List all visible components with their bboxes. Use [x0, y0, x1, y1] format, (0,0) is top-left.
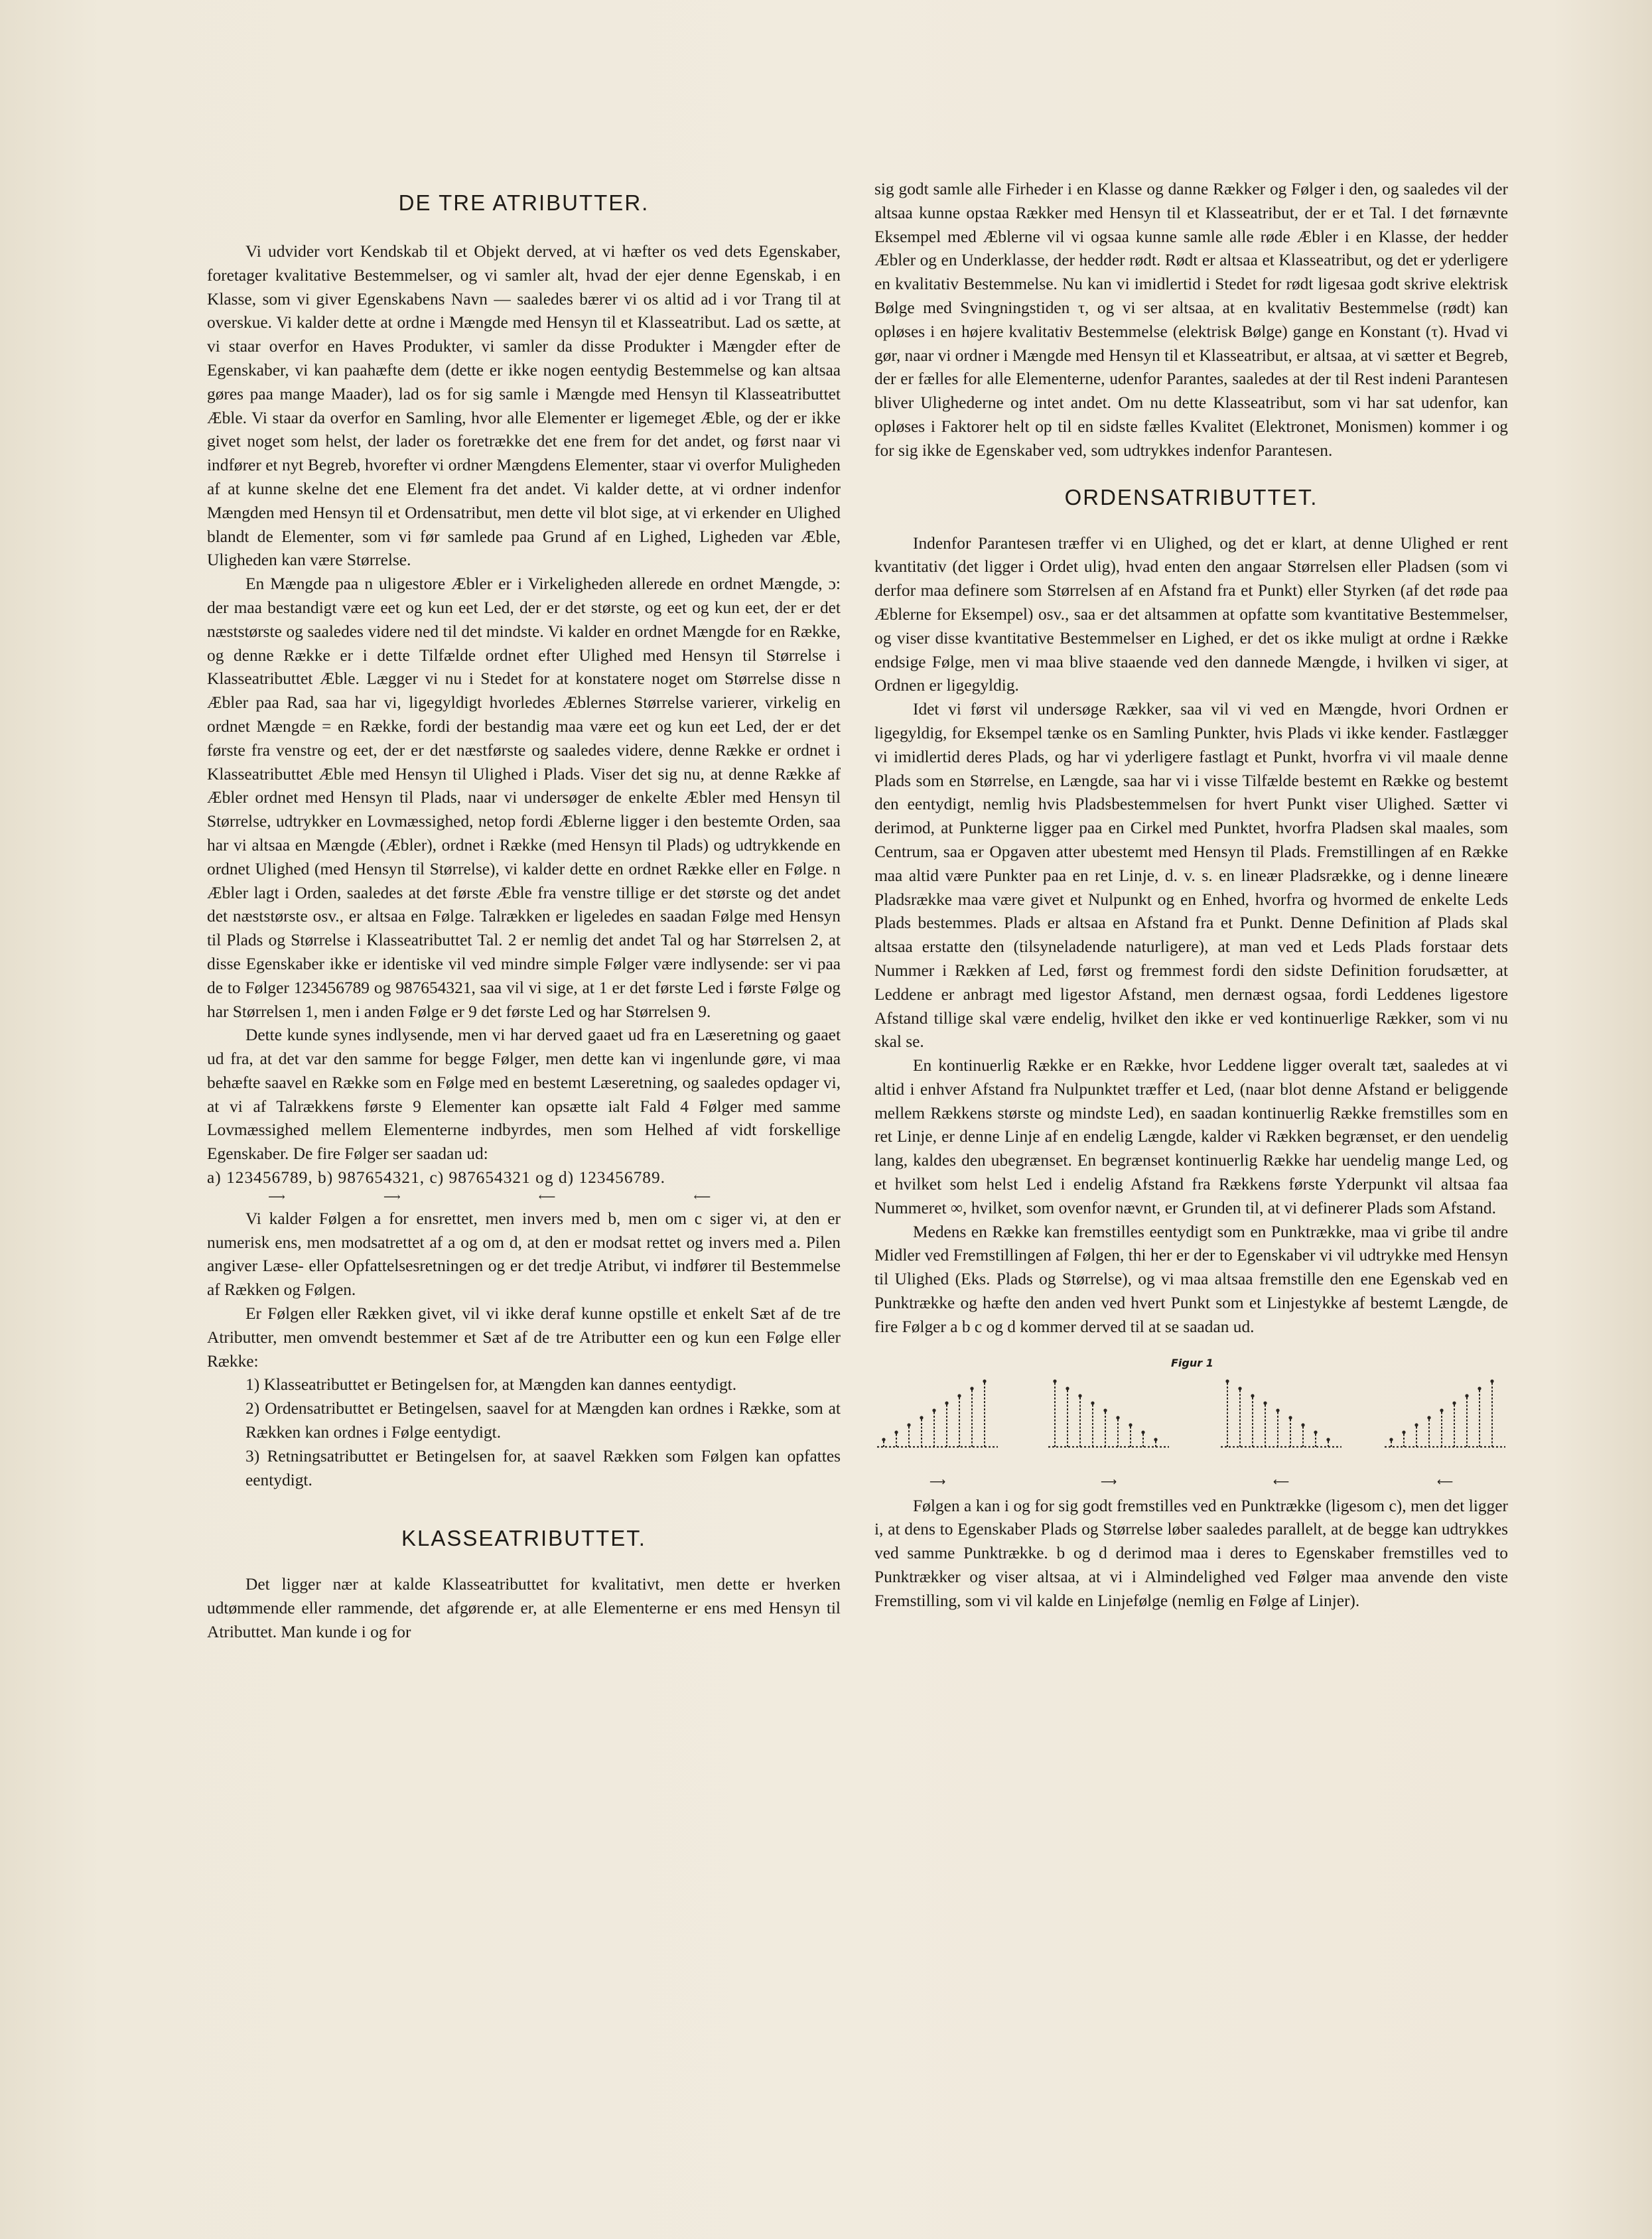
- figure-point: [1078, 1394, 1081, 1397]
- paragraph: sig godt samle alle Firheder i en Klasse og danne Rækker og Følger i den, og saaledes vil der altsaa kunne opstaa Rækker med Hensyn til et Klasseatribut, der er et Tal. I det førnævnte Eksempel med Æblerne vil vi ogsaa kunne samle alle røde Æbler i en Klasse, der hedder Æbler og en Underklasse, der hedder rødt. Rødt er altsaa et Klasseatribut, og det er yderligere en kvalitativ Bestemmelse. Nu kan vi imidlertid i Stedet for rødt ligesaa godt skrive elektrisk Bølge med Svingningstiden τ, og vi ser altsaa, at en kvalitativ Bestemmelse (rødt) kan opløses i en højere kvalitativ Bestemmelse (elektrisk Bølge) gange en Konstant (τ). Hvad vi gør, naar vi ordner i Mængde med Hensyn til et Klasseatribut, er altsaa, at vi sætter et Begreb, der er fælles for alle Elementerne, udenfor Parantes, saaledes at der til Rest indeni Parantesen bliver Ulighederne og intet andet. Om nu dette Klasseatribut, som vi har sat udenfor, kan opløses i Faktorer helt op til en sidste fælles Kvalitet (Elektronet, Monismen) kommer i og for sig ikke de Egenskaber ved, som udtrykkes indenfor Parantesen.: [874, 180, 1508, 460]
- paragraph: Følgen a kan i og for sig godt fremstilles ved en Punktrække (ligesom c), men det ligger i, at dens to Egenskaber Plads og Størrelse løber saaledes parallelt, at de begge kan udtrykkes ved samme Punktrække. b og d derimod maa i deres to Egenskaber fremstilles ved to Punktrækker og viser altsaa, at vi i Almindelighed ved Følger maa anvende den viste Fremstilling, som vi vil kalde en Linjefølge (nemlig en Følge af Linjer).: [874, 1496, 1508, 1610]
- list-item: 2) Ordensatributtet er Betingelsen, saavel for at Mængden kan ordnes i Række, som at Rækken kan ordnes i Følge eentydigt.: [245, 1399, 841, 1442]
- paragraph: Vi udvider vort Kendskab til et Objekt derved, at vi hæfter os ved dets Egenskaber, foretager kvalitative Bestemmelser, og vi samler alt, hvad der ejer denne Egenskab, i en Klasse, som vi giver Egenskabens Navn — saaledes bærer vi os altid ad i vor Trang til at overskue. Vi kalder dette at ordne i Mængde med Hensyn til et Klasseatribut. Lad os sætte, at vi staar overfor en Haves Produkter, vi samler da disse Produkter i Mængder efter de Egenskaber, vi kan paahæfte dem (dette er ikke nogen eentydig Bestemmelse og kan altsaa gøres paa mange Maader), lad os for sig samle i Mængde med Hensyn til Klasseatributtet Æble. Vi staar da overfor en Samling, hvor alle Elementer er ligemeget Æble, og der er ikke givet noget som helst, der lader os foretrække det ene frem for det andet, og først naar vi indfører et nyt Begreb, hvorefter vi ordner Mængdens Elementer, staar vi overfor Muligheden af at kunne skelne det ene Element fra det andet. Vi kalder dette, at vi ordner indenfor Mængden med Hensyn til et Ordensatribut, men dette vil blot sige, at vi erkender en Ulighed blandt de Elementer, som vi før samlede paa Grund af en Lighed, Ligheden var Æble, Uligheden kan være Størrelse.: [207, 242, 841, 570]
- paragraph: Er Følgen eller Rækken givet, vil vi ikke deraf kunne opstille et enkelt Sæt af de tre Atributter, men omvendt bestemmer et Sæt af de tre Atributter een og kun een Følge eller Række:: [207, 1304, 841, 1371]
- list-item: 1) Klasseatributtet er Betingelsen for, at Mængden kan dannes eentydigt.: [245, 1375, 737, 1394]
- figure-point: [907, 1423, 910, 1426]
- figure-point: [1452, 1401, 1456, 1404]
- figure-panel-c: [1218, 1369, 1344, 1468]
- figure-point: [970, 1387, 973, 1390]
- figure-point: [1238, 1387, 1241, 1390]
- figure-panel-b: [1046, 1369, 1172, 1468]
- figure-point: [1478, 1387, 1481, 1390]
- paragraph: Indenfor Parantesen træffer vi en Ulighed, og det er klart, at denne Ulighed er rent kvantitativ (det ligger i Ordet ulig), hvad enten den angaar Størrelsen eller Pladsen (som vi derfor maa definere som Størrelsen af en Afstand fra et Punkt) eller Styrken (af det røde paa Æblerne for Eksempel) osv., saa er det altsammen at opfatte som kvantitative Bestemmelser, og viser disse kvantitative Bestemmelser en Lighed, er det os ikke muligt at ordne i Række endsige Følge, men vi maa blive staaende ved den dannede Mængde, i hvilken vi siger, at Ordnen er ligegyldig.: [874, 533, 1508, 695]
- figure-point: [882, 1438, 885, 1441]
- figure-point: [1263, 1401, 1267, 1404]
- figure-point: [1276, 1408, 1279, 1412]
- figure-point: [957, 1394, 961, 1397]
- figure-panel-d: [1382, 1369, 1508, 1468]
- figure-point: [1091, 1401, 1094, 1404]
- figure-point: [1465, 1394, 1468, 1397]
- paragraph: Vi kalder Følgen a for ensrettet, men invers med b, men om c siger vi, at den er numerisk ens, men modsatrettet af a og om d, at den er modsat rettet og invers med a. Pilen angiver Læse- eller Opfattelsesretningen og er det tredje Atribut, vi indfører til Bestemmelse af Rækken og Følgen.: [207, 1209, 841, 1300]
- figure-arrow-b: ⟶: [1100, 1475, 1117, 1489]
- figure-point: [1490, 1379, 1493, 1383]
- figure-point: [945, 1401, 948, 1404]
- figure-point: [1103, 1408, 1107, 1412]
- figure-svg-d: [1382, 1369, 1508, 1468]
- figure-point: [983, 1379, 986, 1383]
- left-column: [207, 178, 841, 1645]
- figure-arrow-c: ⟵: [1273, 1475, 1290, 1489]
- figure-svg-b: [1046, 1369, 1172, 1468]
- figure-point: [1326, 1438, 1330, 1441]
- right-column: [874, 178, 1508, 1613]
- arrow-a: ⟶: [268, 1189, 285, 1203]
- paragraph: Dette kunde synes indlysende, men vi har derved gaaet ud fra en Læseretning og gaaet ud fra, at det var den samme for begge Følger, men dette kan vi ingenlunde gøre, vi maa behæfte saavel en Række som en Følge med en bestemt Læseretning, og saaledes opdager vi, at vi af Talrækkens første 9 Elementer kan opsætte ialt Fald 4 Følger med samme Lovmæssighed mellem Elementerne indbyrdes, men som Helhed af vidt forskellige Egenskaber. De fire Følger ser saadan ud:: [207, 1026, 841, 1164]
- figure-point: [1440, 1408, 1443, 1412]
- figure-point: [1389, 1438, 1393, 1441]
- section-title-klasseatributtet: KLASSEATRIBUTTET.: [401, 1526, 646, 1551]
- figure-point: [1053, 1379, 1056, 1383]
- figure-point: [1129, 1423, 1132, 1426]
- figure-svg-a: [874, 1369, 1000, 1468]
- paragraph: En kontinuerlig Række er en Række, hvor Leddene ligger overalt tæt, saaledes at vi altid i enhver Afstand fra Nulpunktet træffer et Led, (naar blot denne Afstand er beliggende mellem Rækkens største og mindste Led), en saadan kontinuerlig Række fremstilles som en ret Linje, er denne Linje af en endelig Længde, kalder vi Rækken begrænset, er den uendelig lang, kaldes den ubegrænset. En begrænset kontinuerlig Række har uendelig mange Led, og et hvilket som helst Led i endelig Afstand fra Rækkens første Yderpunkt vil altsaa faa Nummeret ∞, hvilket, som ovenfor nævnt, er Grunden til, at vi definerer Plads som Afstand.: [874, 1056, 1508, 1217]
- figure-point: [1154, 1438, 1157, 1441]
- section-title-ordensatributtet: ORDENSATRIBUTTET.: [1064, 484, 1318, 509]
- figure-point: [1251, 1394, 1254, 1397]
- figure-point: [932, 1408, 935, 1412]
- list-item: 3) Retningsatributtet er Betingelsen for, at saavel Rækken som Følgen kan opfattes eentydigt.: [245, 1446, 841, 1489]
- figure-point: [894, 1430, 898, 1434]
- figure-arrow-d: ⟵: [1436, 1475, 1454, 1489]
- figure-svg-c: [1218, 1369, 1344, 1468]
- paragraph: Det ligger nær at kalde Klasseatributtet for kvalitativt, men dette er hverken udtømmende eller rammende, det afgørende er, at alle Elementerne er ens med Hensyn til Atributtet. Man kunde i og for: [207, 1575, 841, 1642]
- figure-label: Figur 1: [1171, 1356, 1213, 1369]
- sequence-line: a) 123456789, b) 987654321, c) 987654321 og d) 123456789.: [207, 1168, 665, 1187]
- figure-point: [1414, 1423, 1418, 1426]
- figure-point: [1314, 1430, 1317, 1434]
- figure-point: [1427, 1416, 1430, 1419]
- figure-point: [1288, 1416, 1292, 1419]
- arrow-c: ⟵: [538, 1189, 556, 1203]
- paragraph: Medens en Række kan fremstilles eentydigt som en Punktrække, maa vi gribe til andre Midler ved Fremstillingen af Følgen, thi her er der to Egenskaber vi vil udtrykke med Hensyn til Ulighed (Eks. Plads og Størrelse), og vi maa altsaa fremstille den ene Egenskab ved en Punktrække og hæfte den anden ved hvert Punkt som et Linjestykke af bestemt Længde, de fire Følger a b c og d kommer derved til at se saadan ud.: [874, 1222, 1508, 1336]
- figure-point: [1066, 1387, 1069, 1390]
- figure-panel-a: [874, 1369, 1000, 1468]
- sequence-arrows: [207, 1190, 841, 1203]
- figure-point: [1301, 1423, 1304, 1426]
- figure-point: [920, 1416, 923, 1419]
- figure-point: [1225, 1379, 1229, 1383]
- figure-arrow-a: ⟶: [929, 1475, 946, 1489]
- figure-1: [874, 1354, 1508, 1489]
- arrow-b: ⟶: [383, 1189, 401, 1203]
- figure-point: [1141, 1430, 1144, 1434]
- paragraph: En Mængde paa n uligestore Æbler er i Virkeligheden allerede en ordnet Mængde, ɔ: der maa bestandigt være eet og kun eet Led, der er det største, og eet og kun eet, der er det næststørste og saaledes videre ned til det mindste. Vi kalder en ordnet Mængde for en Række, og denne Række er i dette Tilfælde ordnet efter Ulighed med Hensyn til Størrelse i Klasseatributtet Æble. Lægger vi nu i Stedet for at konstatere noget om Størrelse disse n Æbler paa Rad, saa har vi, ligegyldigt hvorledes Æblernes Størrelse varierer, virkelig en ordnet Mængde = en Række, fordi der bestandig maa være eet og kun eet Led, der er det første fra venstre og eet, der er det næstførste og saaledes videre, denne Række er ordnet i Klasseatributtet Æble med Hensyn til Ulighed i Plads. Viser det sig nu, at denne Række af Æbler ordnet med Hensyn til Plads, naar vi undersøger de enkelte Æbler med Hensyn til Størrelse, udtrykker en Lovmæssighed, netop fordi Æblerne ligger i den bestemte Orden, saa har vi altsaa en Mængde (Æbler), ordnet i Række (med Hensyn til Plads) og udtrykkende en ordnet Ulighed (med Hensyn til Størrelse), vi kalder dette en ordnet Række eller en Følge. n Æbler lagt i Orden, saaledes at det første Æble fra venstre tillige er det største og det andet det næststørste osv., er altsaa en Følge. Talrækken er ligeledes en saadan Følge med Hensyn til Plads og Størrelse i Klasseatributtet Tal. 2 er nemlig det andet Tal og har Størrelsen 2, at disse Egenskaber ikke er identiske vil ved mindre simple Følger være indlysende: ser vi paa de to Følger 123456789 og 987654321, saa vil vi sige, at 1 er det første Led i første Følge og har Størrelsen 1, men i anden Følge er 9 det første Led og har Størrelsen 9.: [207, 575, 841, 1021]
- figure-point: [1116, 1416, 1119, 1419]
- section-title-de-tre-atributter: DE TRE ATRIBUTTER.: [398, 190, 650, 215]
- figure-point: [1402, 1430, 1405, 1434]
- arrow-d: ⟵: [693, 1189, 711, 1203]
- paragraph: Idet vi først vil undersøge Rækker, saa vil vi ved en Mængde, hvori Ordnen er ligegyldig, for Eksempel tænke os en Samling Punkter, hvis Plads vi ikke kender. Fastlægger vi imidlertid deres Plads, og har vi yderligere fastlagt et Punkt, hvorfra vi vil maale denne Plads som en Størrelse, en Længde, saa har vi i visse Tilfælde bestemt en Række og bestemt den eentydigt, nemlig hvis Pladsbestemmelsen for hvert Punkt viser Ulighed. Sætter vi derimod, at Punkterne ligger paa en Cirkel med Punktet, hvorfra Pladsen skal maales, som Centrum, saa er Opgaven atter ubestemt med Hensyn til Plads. Fremstillingen af en Række maa altid være Punkter paa en ret Linje, d. v. s. en lineær Pladsrække, og i denne lineære Pladsrække maa være givet et Nulpunkt og en Enhed, hvorfra og hvormed de enkelte Leds Plads bestemmes. Plads er altsaa en Afstand fra et Punkt. Denne Definition af Plads skal altsaa erstatte den (tilsyneladende naturligere), at man ved et Leds Plads forstaar dets Nummer i Rækken af Led, først og fremmest fordi den sidste Definition forudsætter, at Leddene er anbragt med ligestor Afstand, men dernæst ogsaa, fordi Leddenes ligestore Afstand tillige skal være endelig, hvilket den ikke er ved kontinuerlige Rækker, som vi nu skal se.: [874, 700, 1508, 1052]
